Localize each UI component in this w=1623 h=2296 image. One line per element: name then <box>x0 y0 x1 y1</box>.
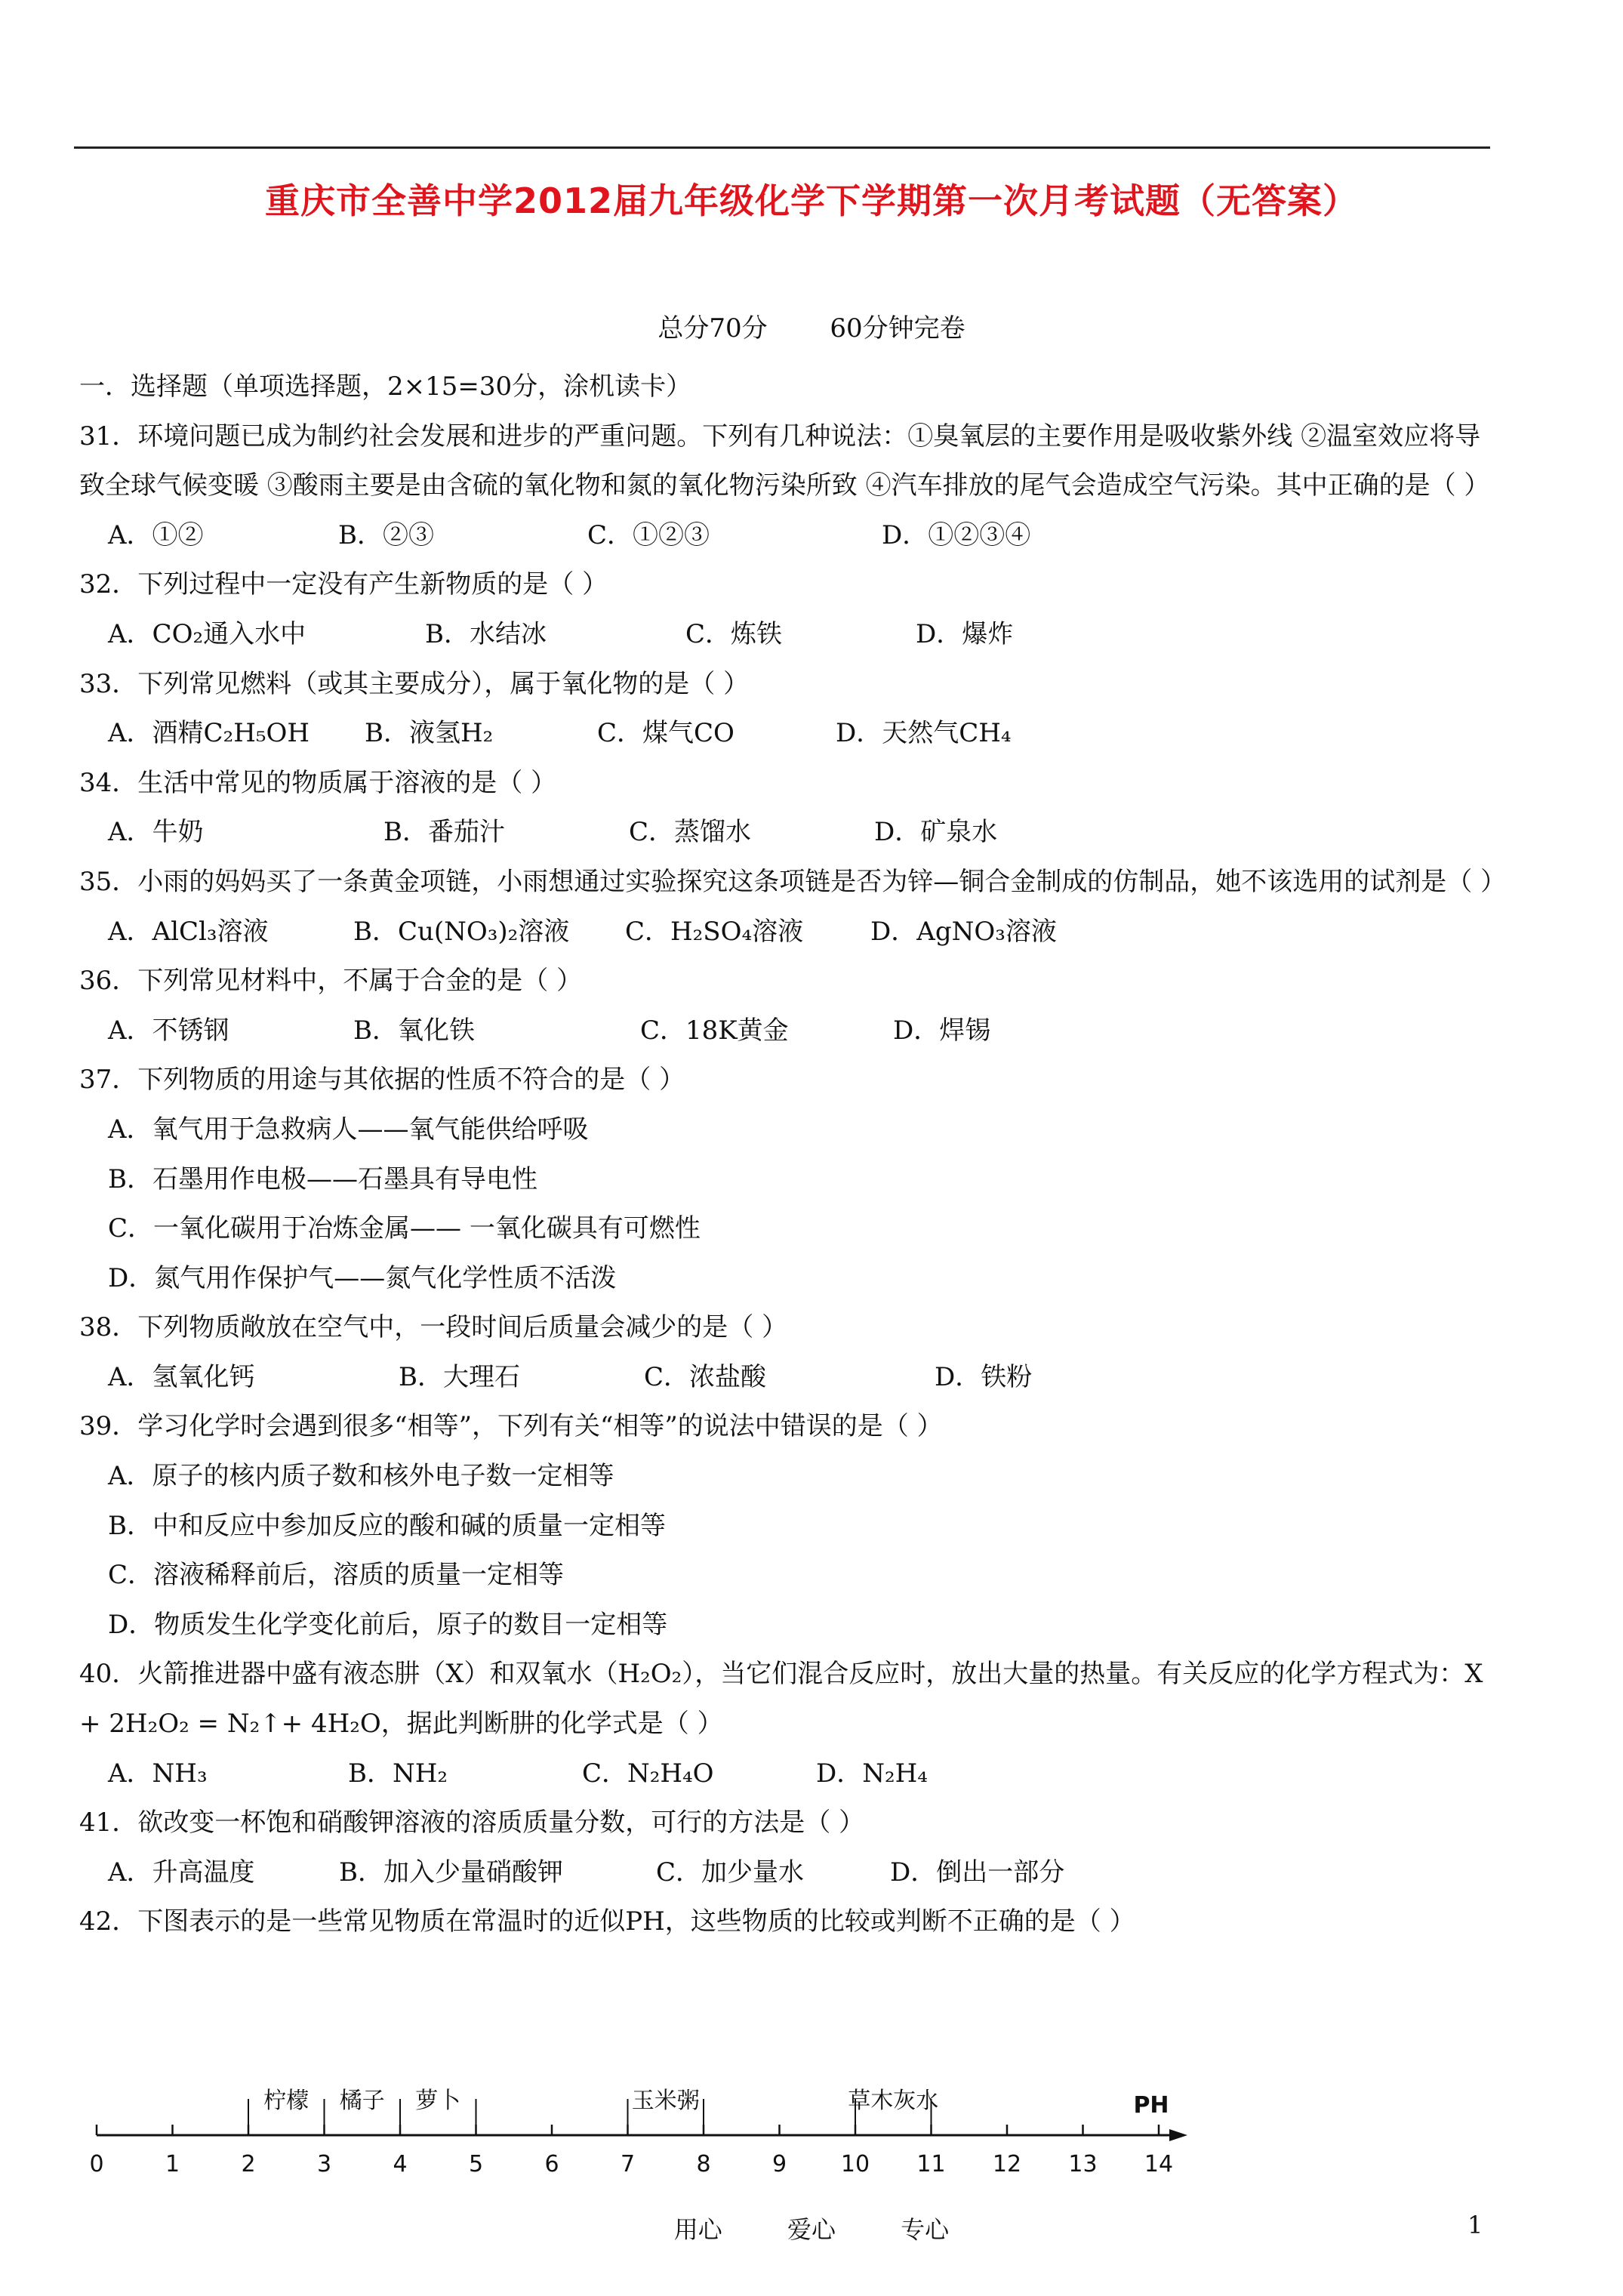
question-stem: 40．火箭推进器中盛有液态肼（X）和双氧水（H₂O₂），当它们混合反应时，放出大量的热量。有关反应的化学方程式为：X + 2H₂O₂ = N₂↑+ 4H₂O，据此判断肼的化学式是（ ） <box>79 1659 1483 1740</box>
option-b: B．Cu(NO₃)₂溶液 <box>353 916 570 947</box>
ph-substance-label: 草木灰水 <box>848 2088 939 2114</box>
question-38 <box>79 1303 1498 1402</box>
option-b: B．加入少量硝酸钾 <box>339 1857 563 1888</box>
options <box>79 1006 1498 1056</box>
option-d: D．氮气用作保护气——氮气化学性质不活泼 <box>108 1262 617 1293</box>
option-b: B．番茄汁 <box>383 817 505 848</box>
page-number: 1 <box>1467 2211 1483 2239</box>
option-b: B．水结冰 <box>425 618 547 649</box>
option-a: A．氢氧化钙 <box>108 1361 255 1392</box>
options <box>79 808 1498 858</box>
question-32 <box>79 560 1498 659</box>
ph-tick-label: 2 <box>241 2151 256 2177</box>
question-stem: 41．欲改变一杯饱和硝酸钾溶液的溶质质量分数，可行的方法是（ ） <box>79 1808 865 1838</box>
option-d: D．矿泉水 <box>874 817 998 848</box>
ph-tick-label: 10 <box>840 2151 870 2177</box>
ph-tick-label: 5 <box>468 2151 484 2177</box>
question-stem: 32．下列过程中一定没有产生新物质的是（ ） <box>79 569 608 600</box>
option-d: D．倒出一部分 <box>890 1857 1065 1888</box>
options <box>79 709 1498 759</box>
option-d: D．物质发生化学变化前后，原子的数目一定相等 <box>108 1609 668 1640</box>
options <box>79 1848 1498 1898</box>
ph-axis-label: PH <box>1133 2092 1169 2119</box>
option-c: C．炼铁 <box>685 618 783 649</box>
question-35 <box>79 858 1507 957</box>
option-b: B．氧化铁 <box>353 1015 475 1046</box>
ph-tick-label: 13 <box>1068 2151 1098 2177</box>
section-heading: 一．选择题（单项选择题，2×15=30分，涂机读卡） <box>79 371 692 402</box>
question-42 <box>79 1897 1498 1947</box>
option-b: B．②③ <box>338 519 434 550</box>
option-a: A．酒精C₂H₅OH <box>108 718 310 749</box>
ph-tick-label: 4 <box>393 2151 408 2177</box>
question-34 <box>79 759 1498 858</box>
header-rule <box>74 146 1490 149</box>
option-c: C．N₂H₄O <box>582 1758 714 1789</box>
exam-meta <box>0 307 1623 344</box>
question-stem: 39．学习化学时会遇到很多“相等”，下列有关“相等”的说法中错误的是（ ） <box>79 1411 943 1442</box>
option-c: C．一氧化碳用于冶炼金属—— 一氧化碳具有可燃性 <box>108 1213 701 1244</box>
ph-tick-label: 11 <box>916 2151 946 2177</box>
options <box>79 1353 1498 1403</box>
ph-axis-arrow <box>1169 2129 1187 2141</box>
ph-substance-label: 萝卜 <box>415 2088 461 2114</box>
options <box>79 511 1498 561</box>
time-limit: 60分钟完卷 <box>830 313 965 344</box>
ph-substance-label: 柠檬 <box>263 2088 310 2114</box>
ph-tick-label: 1 <box>165 2151 180 2177</box>
option-a: A．升高温度 <box>108 1857 255 1888</box>
option-a: A．牛奶 <box>108 817 204 848</box>
ph-substance-label: 橘子 <box>339 2088 385 2114</box>
ph-tick-label: 6 <box>544 2151 559 2177</box>
option-b: B．NH₂ <box>348 1758 448 1789</box>
option-c: C．①②③ <box>587 519 710 550</box>
option-a: A．氧气用于急救病人——氧气能供给呼吸 <box>108 1114 589 1145</box>
footer <box>0 2211 1623 2245</box>
ph-tick-label: 14 <box>1144 2151 1174 2177</box>
options <box>79 1105 1498 1303</box>
option-a: A．AlCl₃溶液 <box>108 916 269 947</box>
option-b: B．液氢H₂ <box>365 718 494 749</box>
options <box>79 610 1498 660</box>
question-40 <box>79 1650 1498 1798</box>
options <box>79 1749 1498 1799</box>
option-c: C．浓盐酸 <box>644 1361 767 1392</box>
option-a: A．CO₂通入水中 <box>108 618 306 649</box>
option-d: D．铁粉 <box>935 1361 1033 1392</box>
footer-item: 爱心 <box>787 2215 836 2244</box>
question-stem: 36．下列常见材料中，不属于合金的是（ ） <box>79 966 583 997</box>
ph-tick-label: 9 <box>771 2151 787 2177</box>
question-stem: 37．下列物质的用途与其依据的性质不符合的是（ ） <box>79 1065 685 1096</box>
option-b: B．中和反应中参加反应的酸和碱的质量一定相等 <box>108 1510 666 1541</box>
option-d: D．N₂H₄ <box>816 1758 928 1789</box>
ph-tick-label: 8 <box>696 2151 711 2177</box>
option-c: C．溶液稀释前后，溶质的质量一定相等 <box>108 1560 565 1591</box>
page-title: 重庆市全善中学2012届九年级化学下学期第一次月考试题（无答案） <box>264 180 1359 221</box>
option-d: D．①②③④ <box>882 519 1031 550</box>
exam-body <box>79 362 1507 1947</box>
question-37 <box>79 1056 1498 1303</box>
option-d: D．爆炸 <box>916 618 1014 649</box>
question-stem: 34．生活中常见的物质属于溶液的是（ ） <box>79 767 557 798</box>
ph-tick-label: 7 <box>620 2151 636 2177</box>
options <box>79 1452 1498 1650</box>
option-a: A．不锈钢 <box>108 1015 229 1046</box>
ph-tick-label: 3 <box>316 2151 332 2177</box>
total-score: 总分70分 <box>658 313 768 344</box>
option-a: A．①② <box>108 519 204 550</box>
question-41 <box>79 1798 1498 1897</box>
option-d: D．焊锡 <box>893 1015 991 1046</box>
option-c: C．18K黄金 <box>640 1015 789 1046</box>
option-b: B．大理石 <box>399 1361 520 1392</box>
question-stem: 33．下列常见燃料（或其主要成分），属于氧化物的是（ ） <box>79 668 750 699</box>
ph-tick-label: 0 <box>89 2151 104 2177</box>
question-stem: 31．环境问题已成为制约社会发展和进步的严重问题。下列有几种说法：①臭氧层的主要作用是吸收紫外线 ②温室效应将导致全球气候变暖 ③酸雨主要是由含硫的氧化物和氮的氧化物污染所致 ④汽车排放的尾气会造成空气污染。其中正确的是（ ） <box>79 421 1490 501</box>
ph-substance-label: 玉米粥 <box>631 2088 700 2114</box>
option-d: D．AgNO₃溶液 <box>870 916 1057 947</box>
ph-scale-diagram <box>0 2069 1623 2182</box>
question-39 <box>79 1402 1498 1650</box>
option-a: A．原子的核内质子数和核外电子数一定相等 <box>108 1461 614 1492</box>
question-31 <box>79 412 1498 561</box>
option-c: C．煤气CO <box>597 718 735 749</box>
option-c: C．H₂SO₄溶液 <box>625 916 804 947</box>
question-36 <box>79 957 1498 1056</box>
option-a: A．NH₃ <box>108 1758 208 1789</box>
option-b: B．石墨用作电极——石墨具有导电性 <box>108 1163 537 1194</box>
option-c: C．加少量水 <box>656 1857 805 1888</box>
footer-item: 用心 <box>673 2215 722 2244</box>
question-stem: 42．下图表示的是一些常见物质在常温时的近似PH，这些物质的比较或判断不正确的是（ ） <box>79 1906 1135 1937</box>
options <box>79 908 1498 957</box>
question-33 <box>79 660 1498 759</box>
footer-item: 专心 <box>901 2215 950 2244</box>
question-stem: 35．小雨的妈妈买了一条黄金项链，小雨想通过实验探究这条项链是否为锌—铜合金制成的仿制品，她不该选用的试剂是（ ） <box>79 866 1507 897</box>
ph-tick-label: 12 <box>992 2151 1022 2177</box>
option-c: C．蒸馏水 <box>629 817 752 848</box>
option-d: D．天然气CH₄ <box>836 718 1012 749</box>
question-stem: 38．下列物质敞放在空气中，一段时间后质量会减少的是（ ） <box>79 1312 788 1343</box>
